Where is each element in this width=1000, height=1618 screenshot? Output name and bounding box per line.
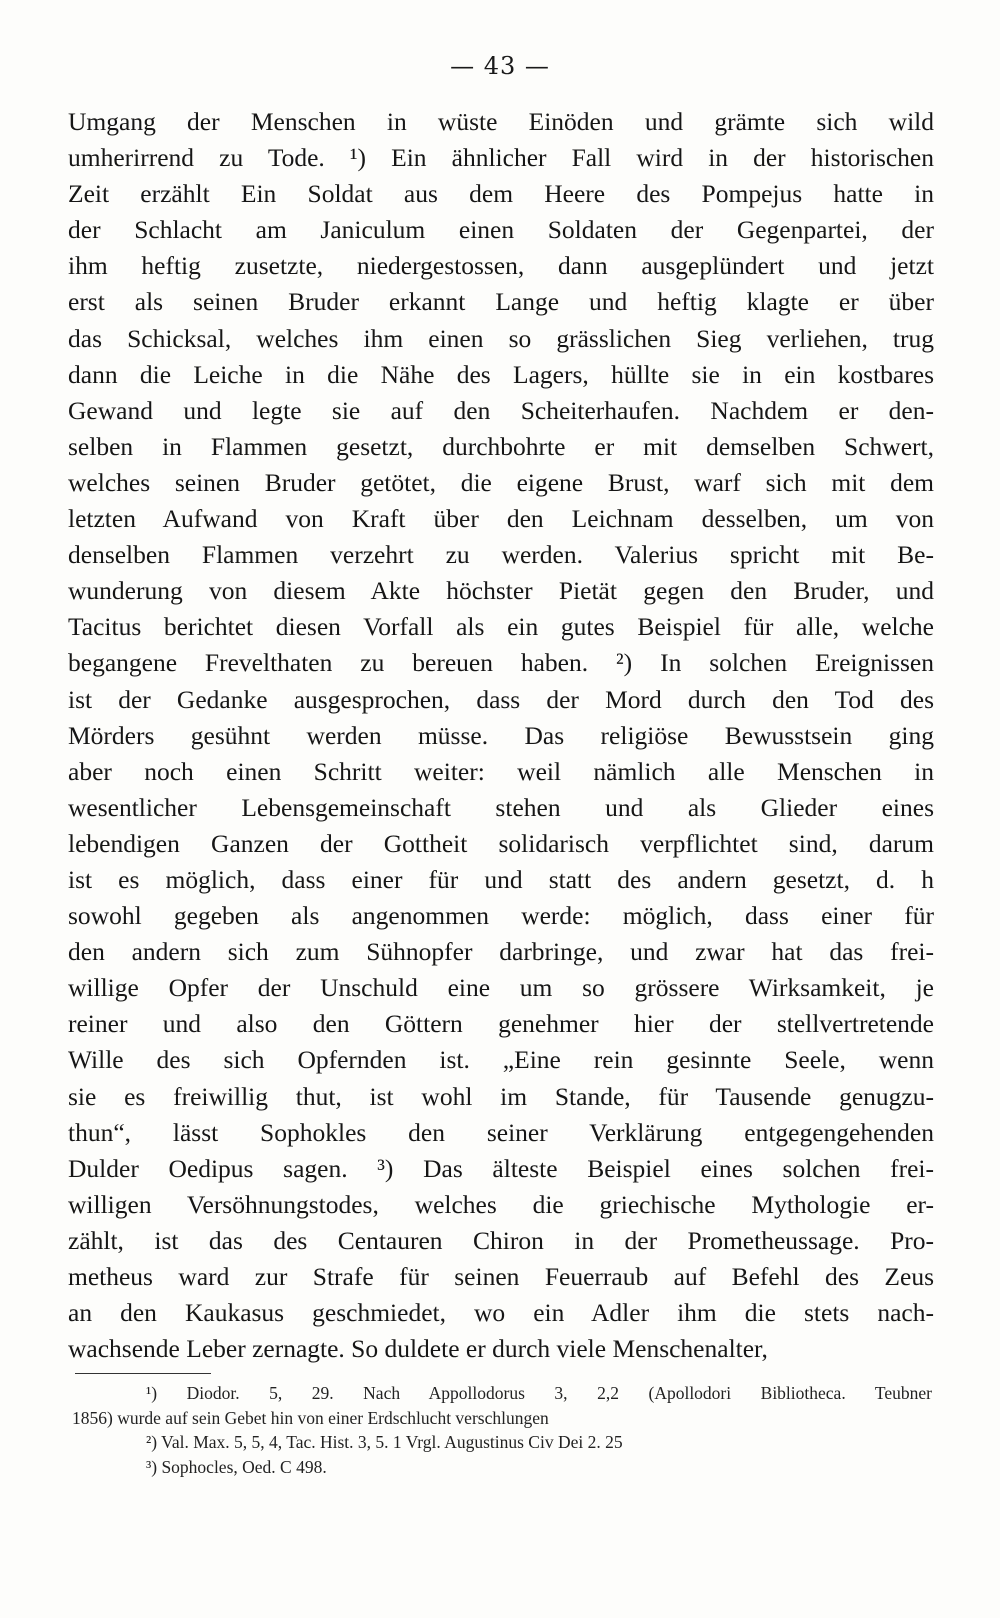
text-line: metheus ward zur Strafe für seinen Feuerraub auf Befehl des Zeus <box>68 1262 934 1291</box>
body-text <box>68 104 934 1367</box>
text-line: begangene Frevelthaten zu bereuen haben. ²) In solchen Ereignissen <box>68 648 934 678</box>
text-line: wachsende Leber zernagte. So duldete er durch viele Menschenalter, <box>68 1334 768 1364</box>
text-line: ist der Gedanke ausgesprochen, dass der Mord durch den Tod des <box>68 684 934 714</box>
text-line: letzten Aufwand von Kraft über den Leichnam desselben, um von <box>68 504 934 534</box>
text-line: zählt, ist das des Centauren Chiron in der Prometheussage. Pro- <box>68 1225 934 1255</box>
footnote-line: ²) Val. Max. 5, 5, 4, Tac. Hist. 3, 5. 1 Vrgl. Augustinus Civ Dei 2. 25 <box>146 1432 623 1452</box>
text-line: den andern sich zum Sühnopfer darbringe, und zwar hat das frei- <box>68 937 934 967</box>
text-line: umherirrend zu Tode. ¹) Ein ähnlicher Fall wird in der historischen <box>68 143 934 173</box>
footnote-divider <box>75 1373 211 1374</box>
page-number: — 43 — <box>450 52 550 80</box>
text-line: der Schlacht am Janiculum einen Soldaten der Gegenpartei, der <box>68 215 934 245</box>
text-line: Tacitus berichtet diesen Vorfall als ein gutes Beispiel für alle, welche <box>68 612 934 642</box>
footnote-line: ³) Sophocles, Oed. C 498. <box>146 1456 327 1477</box>
text-line: wesentlicher Lebensgemeinschaft stehen und als Glieder eines <box>68 792 934 822</box>
text-line: Zeit erzählt Ein Soldat aus dem Heere des Pompejus hatte in <box>68 179 934 209</box>
text-line: reiner und also den Göttern genehmer hier der stellvertretende <box>68 1009 934 1039</box>
text-line: ist es möglich, dass einer für und statt des andern gesetzt, d. h <box>68 864 934 894</box>
text-line: das Schicksal, welches ihm einen so grässlichen Sieg verliehen, trug <box>68 323 934 353</box>
text-line: sie es freiwillig thut, ist wohl im Stande, für Tausende genugzu- <box>68 1081 934 1111</box>
text-line: an den Kaukasus geschmiedet, wo ein Adler ihm die stets nach- <box>68 1298 934 1328</box>
text-line: thun“, lässt Sophokles den seiner Verklärung entgegengehenden <box>68 1117 934 1147</box>
text-line: Gewand und legte sie auf den Scheiterhaufen. Nachdem er den- <box>68 395 934 425</box>
text-line: welches seinen Bruder getötet, die eigene Brust, warf sich mit dem <box>68 467 934 497</box>
text-line: Mörders gesühnt werden müsse. Das religiöse Bewusstsein ging <box>68 720 934 750</box>
text-line: lebendigen Ganzen der Gottheit solidarisch verpflichtet sind, darum <box>68 828 934 858</box>
text-line: selben in Flammen gesetzt, durchbohrte er mit demselben Schwert, <box>68 431 934 461</box>
footnote-line: 1856) wurde auf sein Gebet hin von einer Erdschlucht verschlungen <box>72 1407 549 1428</box>
text-line: ihm heftig zusetzte, niedergestossen, dann ausgeplündert und jetzt <box>68 251 934 281</box>
text-line: Umgang der Menschen in wüste Einöden und grämte sich wild <box>68 107 934 136</box>
text-line: denselben Flammen verzehrt zu werden. Valerius spricht mit Be- <box>68 540 934 570</box>
text-line: Dulder Oedipus sagen. ³) Das älteste Beispiel eines solchen frei- <box>68 1153 934 1183</box>
text-line: aber noch einen Schritt weiter: weil nämlich alle Menschen in <box>68 756 934 786</box>
text-line: willigen Versöhnungstodes, welches die griechische Mythologie er- <box>68 1189 934 1219</box>
text-line: Wille des sich Opfernden ist. „Eine rein gesinnte Seele, wenn <box>68 1045 934 1075</box>
text-line: sowohl gegeben als angenommen werde: möglich, dass einer für <box>68 901 934 931</box>
text-line: willige Opfer der Unschuld eine um so grössere Wirksamkeit, je <box>68 973 934 1003</box>
text-line: wunderung von diesem Akte höchster Pietät gegen den Bruder, und <box>68 576 934 606</box>
text-line: erst als seinen Bruder erkannt Lange und heftig klagte er über <box>68 287 934 317</box>
footnotes <box>72 1381 932 1479</box>
footnote-line: ¹) Diodor. 5, 29. Nach Appollodorus 3, 2,2 (Apollodori Bibliotheca. Teubner <box>146 1383 932 1403</box>
text-line: dann die Leiche in die Nähe des Lagers, hüllte sie in ein kostbares <box>68 359 934 389</box>
